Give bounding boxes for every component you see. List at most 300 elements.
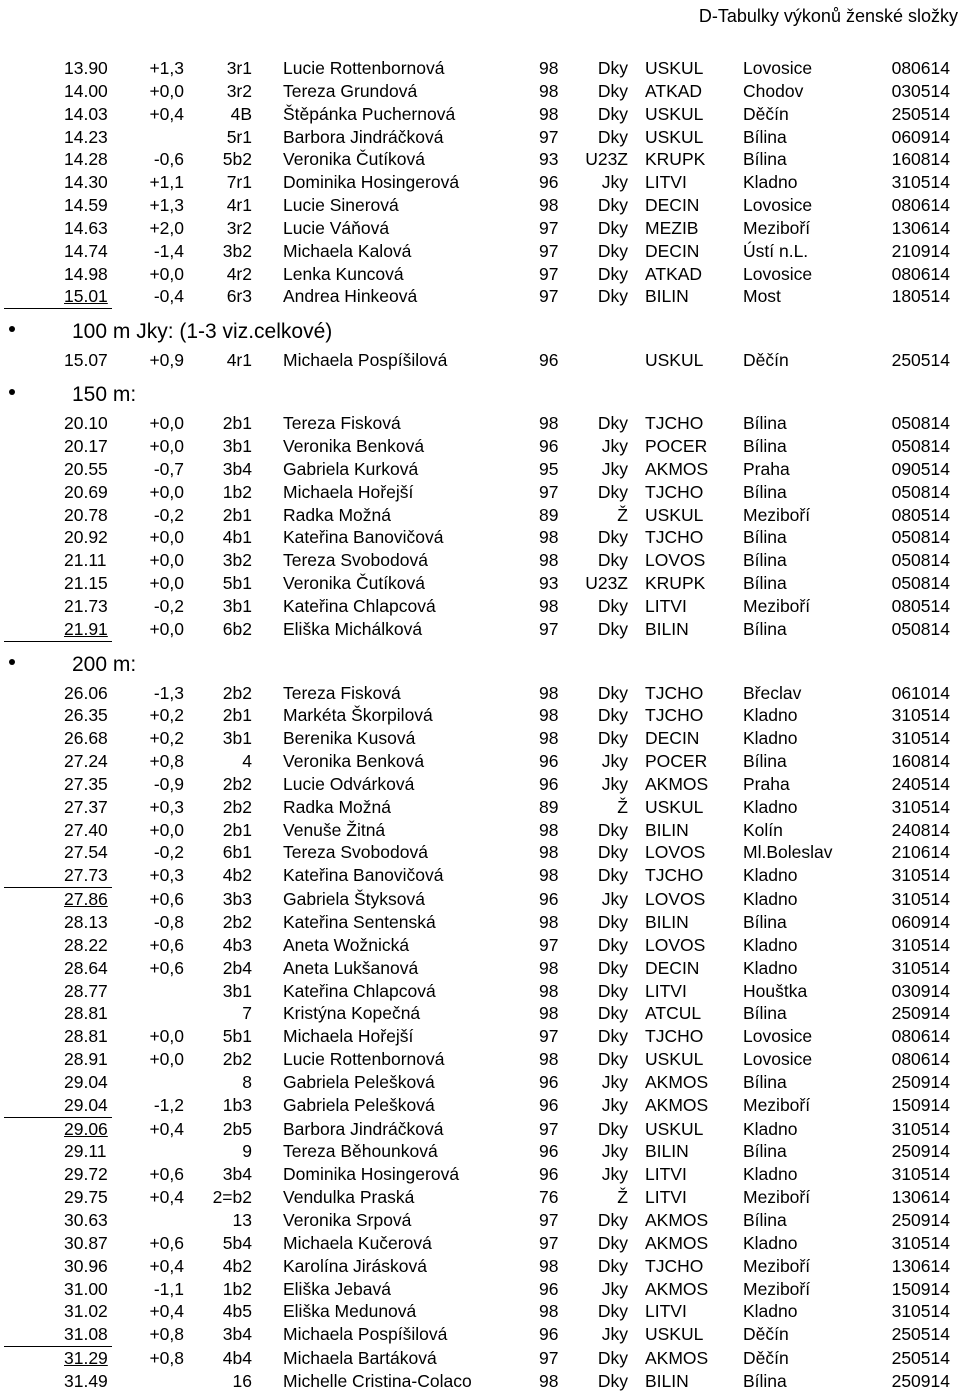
wind: +0,6 [149, 1164, 184, 1185]
bullet-icon [9, 389, 15, 395]
venue: Kladno [743, 957, 798, 978]
club: KRUPK [645, 573, 706, 594]
athlete-name: Barbora Jindráčková [283, 126, 444, 147]
birth-year: 98 [539, 682, 559, 703]
table-row [0, 148, 960, 171]
date: 050814 [891, 435, 950, 456]
category: Jky [601, 1278, 628, 1299]
date: 050814 [891, 573, 950, 594]
results-table [0, 57, 960, 1393]
athlete-name: Vendulka Praská [283, 1187, 415, 1208]
result-time: 14.74 [64, 240, 108, 261]
date: 080614 [891, 58, 950, 78]
table-row [0, 57, 960, 80]
club: AKMOS [645, 1209, 709, 1230]
date: 080514 [891, 595, 950, 616]
club: AKMOS [645, 1348, 709, 1369]
venue: Bílina [743, 435, 787, 456]
bullet-icon [9, 659, 15, 665]
athlete-name: Eliška Michálková [283, 618, 423, 639]
birth-year: 98 [539, 413, 559, 434]
table-row [0, 1071, 960, 1094]
category: Dky [597, 80, 628, 101]
table-row [0, 285, 960, 308]
date: 250514 [891, 103, 950, 124]
result-time: 30.96 [64, 1255, 108, 1276]
heat: 4 [242, 751, 252, 772]
heat: 2b2 [222, 912, 252, 932]
table-row [0, 1163, 960, 1186]
club: DECIN [645, 195, 700, 216]
result-time: 15.01 [64, 286, 108, 307]
result-time: 21.15 [64, 573, 108, 594]
birth-year: 96 [539, 1071, 559, 1092]
category: Dky [597, 481, 628, 502]
date: 250914 [891, 1370, 950, 1391]
date: 310514 [891, 705, 950, 726]
category: Ž [617, 504, 628, 525]
heat: 1b2 [222, 481, 252, 502]
venue: Lovosice [743, 58, 813, 78]
athlete-name: Eliška Medunová [283, 1301, 417, 1322]
category: Dky [597, 819, 628, 840]
result-time: 29.04 [64, 1094, 108, 1115]
category: Jky [601, 1071, 628, 1092]
birth-year: 98 [539, 957, 559, 978]
heat: 6r3 [226, 286, 252, 307]
result-time: 27.54 [64, 842, 108, 863]
venue: Praha [743, 458, 790, 479]
club: LOVOS [645, 842, 706, 863]
club: POCER [645, 751, 708, 772]
result-time: 14.28 [64, 149, 108, 170]
birth-year: 97 [539, 1232, 559, 1253]
birth-year: 96 [539, 1094, 559, 1115]
birth-year: 97 [539, 240, 559, 261]
birth-year: 97 [539, 217, 559, 238]
wind: +0,8 [149, 1324, 184, 1345]
birth-year: 97 [539, 618, 559, 639]
heat: 3b4 [222, 458, 252, 479]
birth-year: 96 [539, 1141, 559, 1162]
date: 060914 [891, 126, 950, 147]
table-row [0, 458, 960, 481]
club: USKUL [645, 1049, 704, 1070]
category: Ž [617, 1187, 628, 1208]
wind: +0,0 [149, 527, 184, 548]
category: Dky [597, 1232, 628, 1253]
birth-year: 98 [539, 865, 559, 886]
heat: 1b2 [222, 1278, 252, 1299]
club: DECIN [645, 728, 700, 749]
date: 080614 [891, 1026, 950, 1047]
wind: +0,0 [149, 413, 184, 434]
birth-year: 98 [539, 1370, 559, 1391]
athlete-name: Lucie Rottenbornová [283, 58, 445, 78]
club: USKUL [645, 350, 704, 371]
wind: -0,8 [153, 912, 184, 932]
venue: Děčín [743, 103, 789, 124]
date: 130614 [891, 1187, 950, 1208]
heat: 4r1 [226, 350, 252, 371]
wind: -1,3 [153, 682, 184, 703]
date: 310514 [891, 1164, 950, 1185]
birth-year: 98 [539, 58, 559, 78]
table-row [0, 1347, 960, 1370]
athlete-name: Michaela Bartáková [283, 1348, 437, 1369]
venue: Meziboří [743, 504, 811, 525]
club: USKUL [645, 103, 704, 124]
table-row [0, 1209, 960, 1232]
heat: 5b2 [222, 149, 252, 170]
table-row [0, 1140, 960, 1163]
category: Dky [597, 126, 628, 147]
table-row [0, 980, 960, 1003]
date: 240514 [891, 773, 950, 794]
date: 050814 [891, 618, 950, 639]
heat: 3r1 [226, 58, 252, 78]
category: Dky [597, 550, 628, 571]
birth-year: 97 [539, 1348, 559, 1369]
birth-year: 97 [539, 1209, 559, 1230]
wind: +0,0 [149, 618, 184, 639]
athlete-name: Lucie Odvárková [283, 773, 415, 794]
heat: 3b4 [222, 1164, 252, 1185]
category: Dky [597, 1255, 628, 1276]
category: Dky [597, 195, 628, 216]
category: Dky [597, 912, 628, 932]
athlete-name: Markéta Škorpilová [283, 705, 433, 726]
table-row [0, 773, 960, 796]
table-row [0, 435, 960, 458]
table-row [0, 1025, 960, 1048]
club: MEZIB [645, 217, 699, 238]
result-time: 20.10 [64, 413, 108, 434]
athlete-name: Michaela Pospíšilová [283, 1324, 448, 1345]
athlete-name: Veronika Čutíková [283, 573, 426, 594]
venue: Kladno [743, 1301, 798, 1322]
birth-year: 76 [539, 1187, 559, 1208]
venue: Bílina [743, 1370, 787, 1391]
club: LITVI [645, 595, 687, 616]
athlete-name: Tereza Běhounková [283, 1141, 438, 1162]
heat: 3b3 [222, 889, 252, 910]
result-time: 20.78 [64, 504, 108, 525]
heat: 4b5 [222, 1301, 252, 1322]
table-row [0, 194, 960, 217]
wind: +0,4 [149, 1301, 184, 1322]
table-row [0, 934, 960, 957]
athlete-name: Dominika Hosingerová [283, 172, 460, 193]
athlete-name: Kateřina Chlapcová [283, 595, 436, 616]
date: 080614 [891, 195, 950, 216]
birth-year: 98 [539, 1049, 559, 1070]
date: 050814 [891, 550, 950, 571]
athlete-name: Tereza Fisková [283, 413, 401, 434]
bullet-icon [9, 326, 15, 332]
date: 030914 [891, 980, 950, 1001]
club: KRUPK [645, 149, 706, 170]
birth-year: 89 [539, 504, 559, 525]
club: AKMOS [645, 773, 709, 794]
wind: +0,8 [149, 1348, 184, 1369]
club: ATCUL [645, 1003, 702, 1024]
wind: -0,2 [153, 842, 184, 863]
heat: 6b1 [222, 842, 252, 863]
venue: Meziboří [743, 1094, 811, 1115]
athlete-name: Michaela Kalová [283, 240, 412, 261]
result-time: 30.87 [64, 1232, 108, 1253]
birth-year: 97 [539, 1026, 559, 1047]
table-row [0, 1186, 960, 1209]
category: Dky [597, 980, 628, 1001]
section-title: 200 m: [72, 652, 137, 676]
birth-year: 98 [539, 103, 559, 124]
page-header-title: D-Tabulky výkonů ženské složky [698, 6, 958, 26]
result-time: 20.55 [64, 458, 108, 479]
birth-year: 98 [539, 1255, 559, 1276]
venue: Bílina [743, 1141, 787, 1162]
result-time: 27.40 [64, 819, 108, 840]
result-time: 21.73 [64, 595, 108, 616]
wind: -0,2 [153, 595, 184, 616]
venue: Ústí n.L. [743, 240, 809, 261]
wind: +0,2 [149, 705, 184, 726]
wind: +0,0 [149, 435, 184, 456]
result-time: 13.90 [64, 58, 108, 78]
category: Jky [601, 172, 628, 193]
heat: 2b1 [222, 504, 252, 525]
athlete-name: Veronika Srpová [283, 1209, 412, 1230]
venue: Kladno [743, 705, 798, 726]
heat: 2b2 [222, 796, 252, 817]
athlete-name: Michaela Hořejší [283, 1026, 414, 1047]
venue: Bílina [743, 751, 787, 772]
birth-year: 96 [539, 1324, 559, 1345]
table-row [0, 750, 960, 773]
date: 210614 [891, 842, 950, 863]
venue: Meziboří [743, 595, 811, 616]
heat: 2=b2 [212, 1187, 252, 1208]
wind: +0,0 [149, 819, 184, 840]
club: LITVI [645, 1164, 687, 1185]
wind: -0,9 [153, 773, 184, 794]
birth-year: 96 [539, 172, 559, 193]
club: LITVI [645, 1301, 687, 1322]
result-time: 20.92 [64, 527, 108, 548]
venue: Kladno [743, 889, 798, 910]
date: 310514 [891, 1118, 950, 1139]
wind: +0,4 [149, 1187, 184, 1208]
venue: Bílina [743, 1209, 787, 1230]
table-row [0, 1323, 960, 1346]
club: LOVOS [645, 550, 706, 571]
athlete-name: Tereza Svobodová [283, 842, 428, 863]
table-row [0, 595, 960, 618]
venue: Lovosice [743, 1049, 813, 1070]
category: Dky [597, 934, 628, 955]
table-row [0, 819, 960, 842]
category: Jky [601, 889, 628, 910]
venue: Břeclav [743, 682, 802, 703]
heat: 3r2 [226, 217, 252, 238]
venue: Děčín [743, 1348, 789, 1369]
table-row [0, 704, 960, 727]
date: 050814 [891, 527, 950, 548]
category: Dky [597, 286, 628, 307]
date: 310514 [891, 1232, 950, 1253]
venue: Ml.Boleslav [743, 842, 833, 863]
birth-year: 98 [539, 1003, 559, 1024]
club: AKMOS [645, 458, 709, 479]
birth-year: 96 [539, 773, 559, 794]
venue: Bílina [743, 126, 787, 147]
heat: 3b2 [222, 550, 252, 571]
club: DECIN [645, 240, 700, 261]
wind: +0,4 [149, 1255, 184, 1276]
venue: Most [743, 286, 781, 307]
birth-year: 98 [539, 550, 559, 571]
club: TJCHO [645, 682, 704, 703]
section-title: 150 m: [72, 383, 137, 407]
athlete-name: Berenika Kusová [283, 728, 416, 749]
birth-year: 98 [539, 595, 559, 616]
table-row [0, 240, 960, 263]
birth-year: 98 [539, 842, 559, 863]
venue: Meziboří [743, 1187, 811, 1208]
venue: Bílina [743, 413, 787, 434]
club: TJCHO [645, 705, 704, 726]
venue: Kladno [743, 1232, 798, 1253]
table-row [0, 549, 960, 572]
heat: 2b1 [222, 705, 252, 726]
result-time: 29.04 [64, 1071, 108, 1092]
wind: +1,1 [149, 172, 184, 193]
category: Ž [617, 796, 628, 817]
heat: 5b1 [222, 1026, 252, 1047]
table-row [0, 1094, 960, 1117]
venue: Meziboří [743, 1255, 811, 1276]
wind: +0,0 [149, 550, 184, 571]
birth-year: 96 [539, 435, 559, 456]
result-time: 15.07 [64, 350, 108, 371]
heat: 3b1 [222, 980, 252, 1001]
category: Dky [597, 1049, 628, 1070]
venue: Bílina [743, 573, 787, 594]
athlete-name: Aneta Wožnická [283, 934, 410, 955]
heat: 2b5 [222, 1118, 252, 1139]
category: Dky [597, 1118, 628, 1139]
table-row [0, 727, 960, 750]
date: 250514 [891, 350, 950, 371]
birth-year: 96 [539, 350, 559, 371]
venue: Praha [743, 773, 790, 794]
date: 250914 [891, 1071, 950, 1092]
category: Jky [601, 435, 628, 456]
birth-year: 98 [539, 195, 559, 216]
club: BILIN [645, 618, 689, 639]
heat: 5r1 [226, 126, 252, 147]
date: 030514 [891, 80, 950, 101]
category: Jky [601, 1094, 628, 1115]
athlete-name: Tereza Svobodová [283, 550, 428, 571]
club: AKMOS [645, 1071, 709, 1092]
date: 310514 [891, 865, 950, 886]
category: Dky [597, 1026, 628, 1047]
category: Jky [601, 1164, 628, 1185]
athlete-name: Lucie Váňová [283, 217, 390, 238]
category: Dky [597, 1209, 628, 1230]
wind: +1,3 [149, 195, 184, 216]
result-time: 14.63 [64, 217, 108, 238]
heat: 3b4 [222, 1324, 252, 1345]
club: DECIN [645, 957, 700, 978]
heat: 2b1 [222, 413, 252, 434]
table-row [0, 888, 960, 911]
birth-year: 97 [539, 126, 559, 147]
wind: -1,1 [153, 1278, 184, 1299]
date: 240814 [891, 819, 950, 840]
heat: 3b1 [222, 728, 252, 749]
venue: Bílina [743, 618, 787, 639]
heat: 13 [232, 1209, 252, 1230]
venue: Bílina [743, 1003, 787, 1024]
heat: 3b1 [222, 595, 252, 616]
result-time: 29.75 [64, 1187, 108, 1208]
date: 150914 [891, 1278, 950, 1299]
birth-year: 96 [539, 889, 559, 910]
result-time: 28.81 [64, 1026, 108, 1047]
result-time: 31.08 [64, 1324, 108, 1345]
athlete-name: Kristýna Kopečná [283, 1003, 421, 1024]
table-row [0, 217, 960, 240]
category: Dky [597, 957, 628, 978]
venue: Kolín [743, 819, 783, 840]
heat: 9 [242, 1141, 252, 1162]
athlete-name: Gabriela Štyksová [283, 889, 426, 910]
result-time: 29.72 [64, 1164, 108, 1185]
venue: Chodov [743, 80, 804, 101]
heat: 4B [230, 103, 252, 124]
result-time: 30.63 [64, 1209, 108, 1230]
club: USKUL [645, 126, 704, 147]
athlete-name: Michaela Kučerová [283, 1232, 432, 1253]
result-time: 29.06 [64, 1118, 108, 1139]
result-time: 29.11 [64, 1141, 107, 1162]
table-row [0, 864, 960, 887]
table-row [0, 412, 960, 435]
wind: +0,3 [149, 796, 184, 817]
result-time: 28.13 [64, 912, 108, 932]
birth-year: 97 [539, 1118, 559, 1139]
wind: -0,6 [153, 149, 184, 170]
date: 310514 [891, 957, 950, 978]
athlete-name: Gabriela Kurková [283, 458, 419, 479]
result-time: 31.02 [64, 1301, 108, 1322]
venue: Kladno [743, 865, 798, 886]
club: USKUL [645, 796, 704, 817]
date: 310514 [891, 889, 950, 910]
club: USKUL [645, 504, 704, 525]
date: 250914 [891, 1209, 950, 1230]
birth-year: 98 [539, 728, 559, 749]
venue: Bílina [743, 912, 787, 932]
athlete-name: Gabriela Pelešková [283, 1071, 435, 1092]
athlete-name: Lucie Sinerová [283, 195, 399, 216]
category: Jky [601, 1141, 628, 1162]
birth-year: 98 [539, 980, 559, 1001]
heat: 2b4 [222, 957, 252, 978]
